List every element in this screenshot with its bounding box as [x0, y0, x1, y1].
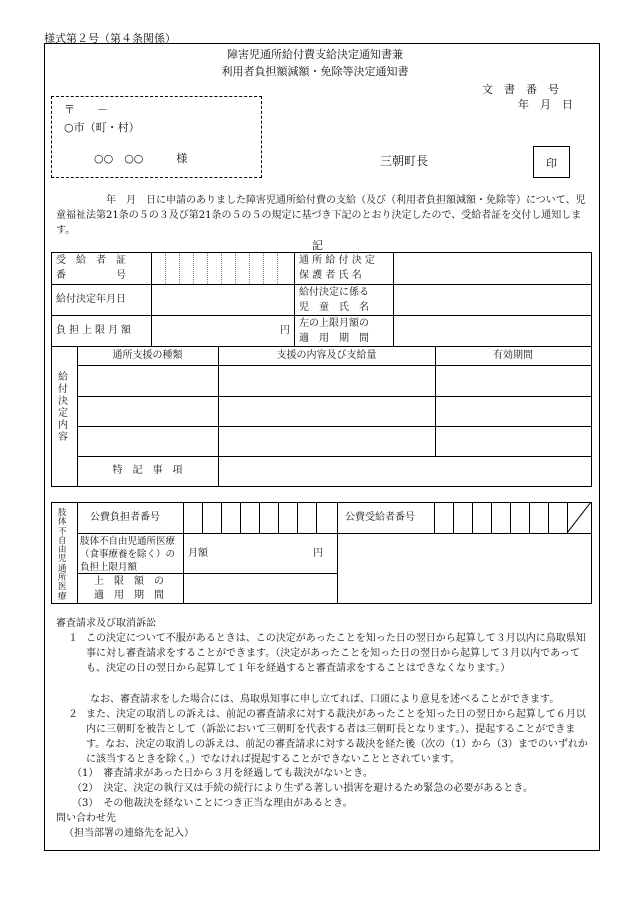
ki-mark: 記: [312, 239, 323, 252]
medical-limit-label-2: （食事療養を除く）の: [80, 549, 176, 560]
cert-number-label-2: 番 号: [56, 270, 126, 281]
city-line: ○市（町・村）: [64, 121, 140, 134]
note-2-text: また、決定の取消しの訴えは、前記の審査請求に対する裁決があったことを知った日の翌日から起算して６月以内に三朝町を被告として（訴訟において三朝町を代表する者は三朝町長となります。）、提起することができます。なお、決定の取消しの訴えは、前記の審査請求に対する裁決を経た後（次の（1）から（3）までのいずれかに該当するときを除く。）でなければ提起することができないこととされています。: [86, 709, 588, 765]
note-2-number: ２: [68, 709, 78, 720]
payer-number-label: 公費負担者番号: [90, 512, 160, 523]
diagonal-slash: [567, 502, 592, 533]
document-number-label: 文 書 番 号: [482, 83, 559, 96]
recipient-name: ○○ ○○ 様: [94, 152, 188, 165]
yen-label: 円: [280, 325, 290, 336]
guardian-label-2: 保 護 者 氏 名: [299, 270, 362, 281]
medical-yen-label: 円: [313, 548, 323, 559]
appeal-heading: 審査請求及び取消訴訟: [56, 618, 156, 629]
remarks-label: 特 記 事 項: [112, 465, 183, 476]
limit-period-label-2: 適 用 期 間: [299, 333, 369, 344]
title-line-2: 利用者負担額減額・免除等決定通知書: [221, 65, 409, 78]
postal-code: 〒 －: [64, 103, 108, 116]
title-line-1: 障害児通所給付費支給決定通知書兼: [227, 48, 403, 61]
decision-content-side-label: 給付決定内容: [58, 372, 68, 443]
child-label-2: 児 童 氏 名: [299, 302, 369, 313]
medical-period-label-1: 上 限 額 の: [94, 576, 164, 587]
col-support-content: 支援の内容及び支給量: [276, 350, 377, 361]
note-1-supplement: なお、審査請求をした場合には、鳥取県知事に申し立てれば、口頭により意見を述べることができます。: [90, 694, 560, 705]
note-1-text: この決定について不服があるときは、この決定があったことを知った日の翌日から起算して３月以内に鳥取県知事に対し審査請求をすることができます。（決定があったことを知った日の翌日から起算して３月以内であっても、決定の日の翌日から起算して１年を経過すると審査請求をすることはできなくなります。）: [86, 633, 586, 674]
medical-limit-label-3: 負担上限月額: [80, 562, 138, 573]
cert-number-label-1: 受 給 者 証: [56, 255, 126, 266]
note-item-2: （2） 決定、決定の執行又は手続の続行により生ずる著しい損害を避けるため緊急の必要があるとき。: [72, 783, 533, 794]
contact-heading: 問い合わせ先: [56, 813, 116, 824]
limit-period-label-1: 左の上限月額の: [299, 318, 369, 329]
col-support-type: 通所支援の種類: [112, 350, 183, 361]
medical-limit-label-1: 肢体不自由児通所医療: [80, 536, 176, 547]
child-label-1: 給付決定に係る: [299, 287, 369, 298]
note-item-3: （3） その他裁決を経ないことにつき正当な理由があるとき。: [72, 798, 353, 809]
recipient-number-label: 公費受給者番号: [345, 512, 415, 523]
col-valid-period: 有効期間: [493, 350, 533, 361]
medical-side-label: 肢体不自由児通所医療: [58, 508, 67, 602]
note-1-number: １: [68, 633, 78, 644]
monthly-limit-label: 負担上限月額: [56, 325, 134, 336]
note-item-1: （1） 審査請求があった日から３月を経過しても裁決がないとき。: [72, 768, 373, 779]
medical-period-label-2: 適 用 期 間: [94, 590, 164, 601]
guardian-label-1: 通 所 給 付 決 定: [299, 255, 375, 266]
monthly-amount-label: 月額: [188, 548, 208, 559]
date-label: 年 月 日: [518, 98, 573, 111]
seal-mark: 印: [546, 157, 557, 170]
form-number: 様式第２号（第４条関係）: [44, 32, 176, 45]
intro-paragraph: 年 月 日に申請のありました障害児通所給付費の支給（及び（利用者負担額減額・免除等）について、児童福祉法第21条の５の３及び第21条の５の５の規定に基づき下記のとおり決定したので、受給者証を交付し通知します。: [56, 195, 586, 236]
issuer-name: 三朝町長: [380, 154, 429, 168]
contact-text: （担当部署の連絡先を記入）: [64, 828, 194, 839]
decision-date-label: 給付決定年月日: [56, 294, 126, 305]
